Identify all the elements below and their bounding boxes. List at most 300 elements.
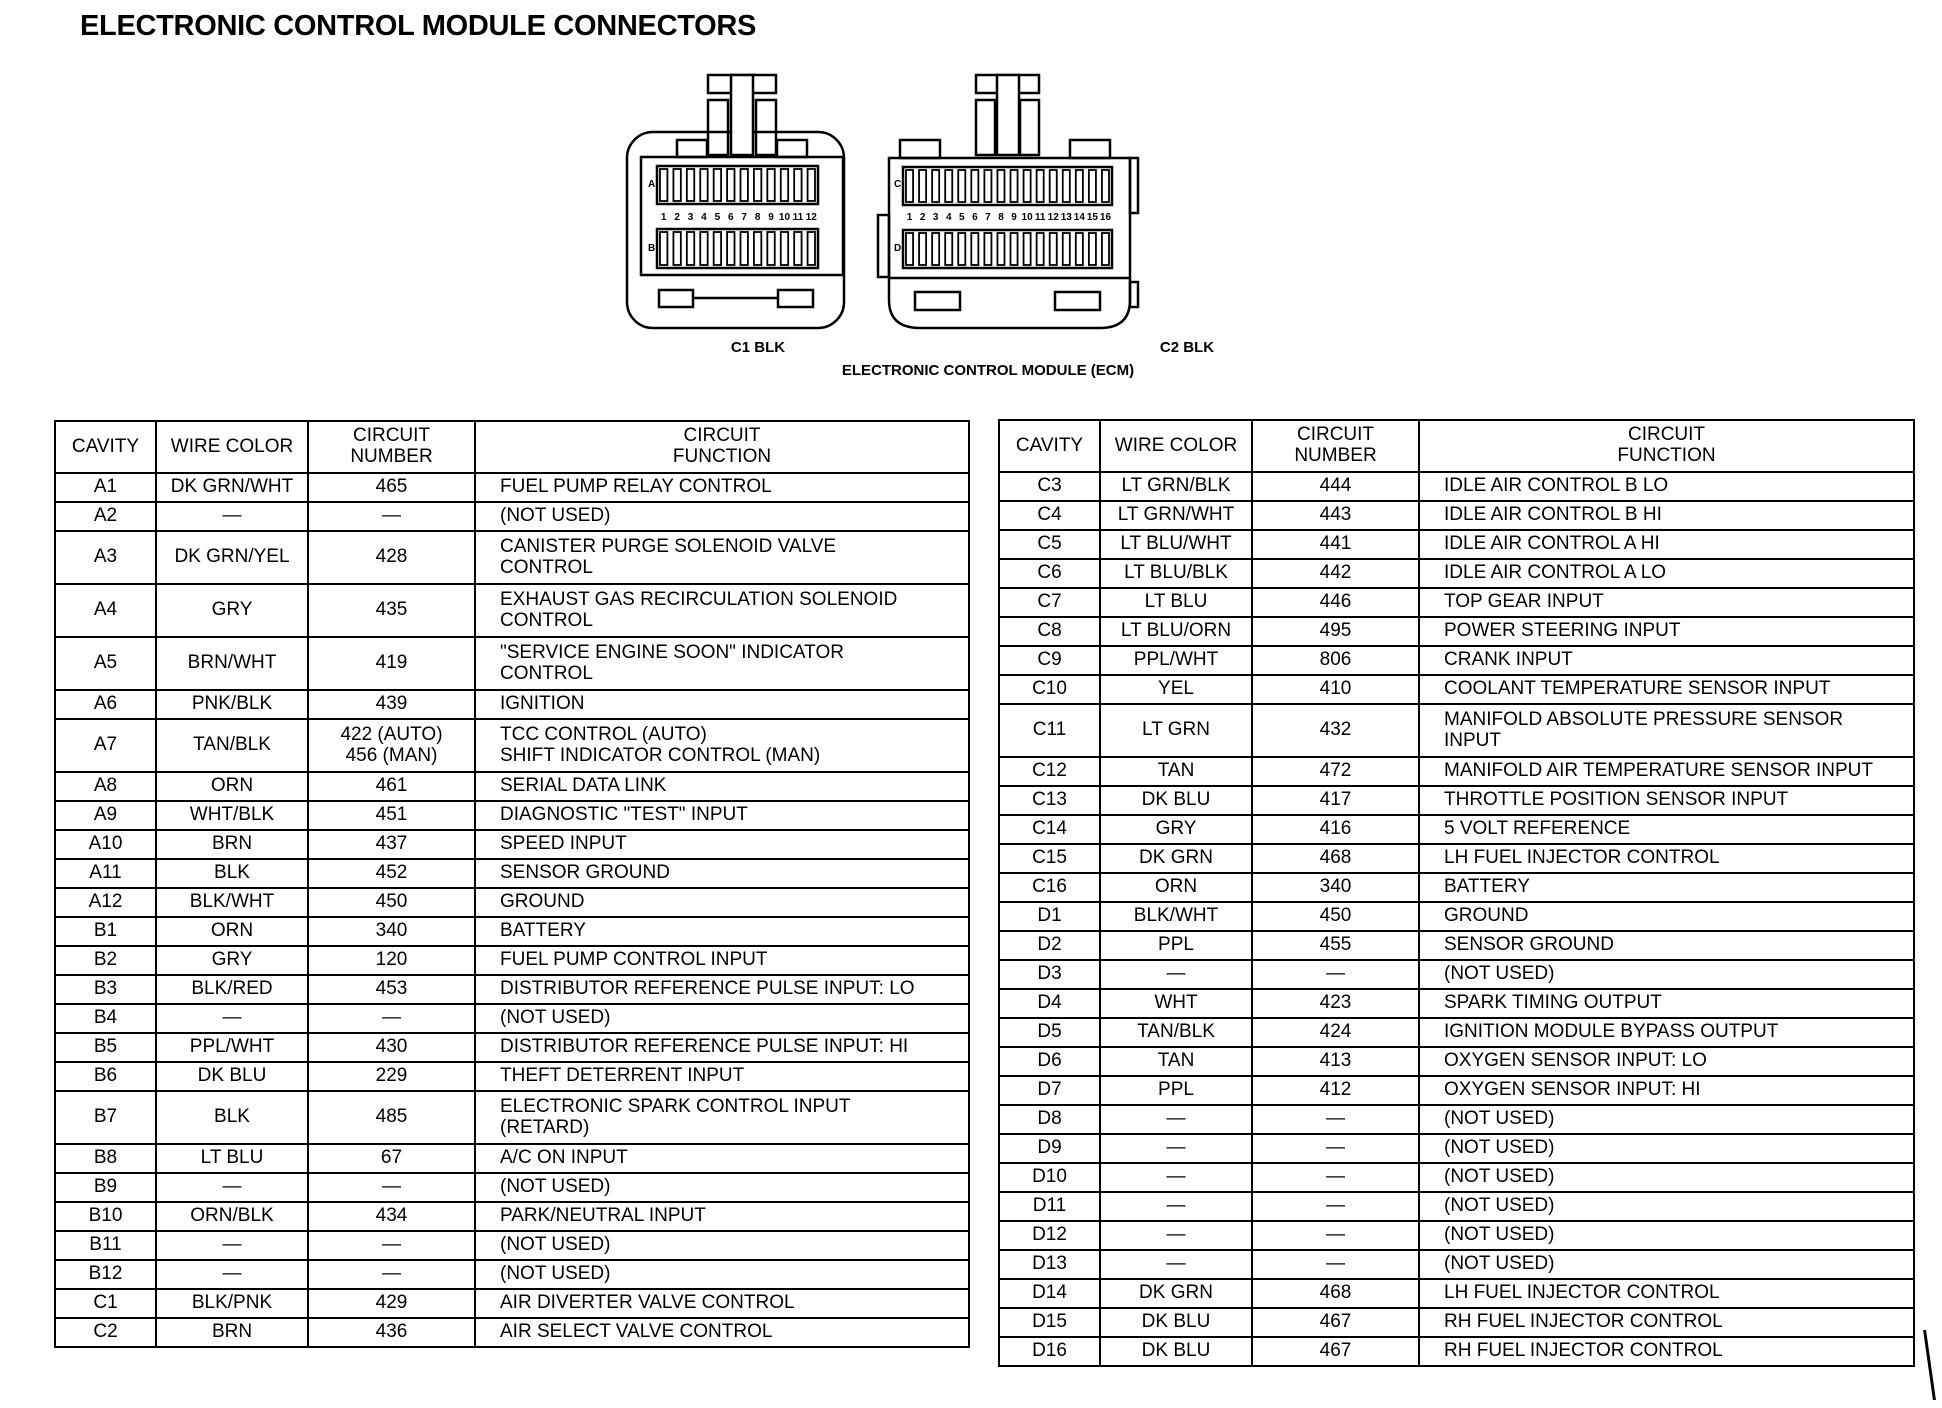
circuit-number-cell: 340	[308, 917, 475, 946]
table-row	[999, 675, 1914, 704]
circuit-number-cell: 485	[308, 1091, 475, 1144]
c1-b-cavity	[714, 232, 721, 265]
circuit-number-cell: —	[308, 1004, 475, 1033]
cavity-cell: C11	[999, 704, 1100, 757]
circuit-function-cell: BATTERY	[475, 917, 969, 946]
circuit-number-cell: 468	[1252, 844, 1419, 873]
c2-c-cavity	[1024, 170, 1031, 202]
circuit-number-cell: 444	[1252, 472, 1419, 501]
table-row	[999, 1221, 1914, 1250]
c2-d-row	[903, 230, 1112, 268]
table-row	[999, 1279, 1914, 1308]
circuit-function-cell: A/C ON INPUT	[475, 1144, 969, 1173]
circuit-function-cell: CANISTER PURGE SOLENOID VALVE CONTROL	[475, 531, 969, 584]
table-row	[999, 472, 1914, 501]
table-row	[999, 1308, 1914, 1337]
wire-color-cell: ORN	[1100, 873, 1252, 902]
circuit-function-cell: FUEL PUMP RELAY CONTROL	[475, 473, 969, 502]
circuit-function-cell: (NOT USED)	[1419, 1250, 1914, 1279]
circuit-number-cell: —	[308, 1173, 475, 1202]
table-row	[999, 902, 1914, 931]
cavity-cell: D8	[999, 1105, 1100, 1134]
circuit-number-cell: —	[1252, 1192, 1419, 1221]
table-row	[55, 1260, 969, 1289]
c2-c-cavity	[958, 170, 965, 202]
pin-number: 12	[1047, 212, 1059, 223]
circuit-number-cell: 495	[1252, 617, 1419, 646]
cavity-cell: D12	[999, 1221, 1100, 1250]
circuit-number-cell: 465	[308, 473, 475, 502]
c2-c-cavity	[1011, 170, 1018, 202]
pin-number: 1	[906, 212, 913, 223]
wire-color-cell: DK GRN/YEL	[156, 531, 308, 584]
circuit-number-cell: 806	[1252, 646, 1419, 675]
circuit-function-cell: SPARK TIMING OUTPUT	[1419, 989, 1914, 1018]
wire-color-cell: PPL/WHT	[1100, 646, 1252, 675]
circuit-function-cell: POWER STEERING INPUT	[1419, 617, 1914, 646]
wire-color-cell: TAN/BLK	[156, 719, 308, 772]
circuit-function-cell: (NOT USED)	[1419, 1163, 1914, 1192]
table-row	[999, 530, 1914, 559]
cavity-cell: D6	[999, 1047, 1100, 1076]
circuit-number-cell: 229	[308, 1062, 475, 1091]
wire-color-cell: DK BLU	[156, 1062, 308, 1091]
wire-color-cell: DK GRN	[1100, 1279, 1252, 1308]
c1-b-cavity	[687, 232, 694, 265]
cavity-cell: D2	[999, 931, 1100, 960]
cavity-cell: B3	[55, 975, 156, 1004]
cavity-cell: B11	[55, 1231, 156, 1260]
wire-color-cell: BRN/WHT	[156, 637, 308, 690]
wire-color-cell: —	[156, 1173, 308, 1202]
cavity-cell: B2	[55, 946, 156, 975]
left-pinout-table	[54, 420, 970, 1348]
wire-color-cell: DK GRN	[1100, 844, 1252, 873]
wire-color-cell: BLK/WHT	[1100, 902, 1252, 931]
header-wire-color: WIRE COLOR	[156, 421, 308, 473]
ecm-connector-diagram	[0, 0, 1942, 400]
c2-d-cavity	[1037, 233, 1044, 265]
c2-c-cavity	[1102, 170, 1109, 202]
table-row	[55, 1091, 969, 1144]
pin-number: 2	[919, 212, 926, 223]
pin-number: 7	[985, 212, 991, 223]
c2-c-cavity	[1063, 170, 1070, 202]
c1-a-cavity	[727, 169, 734, 201]
pin-number: 5	[959, 212, 965, 223]
wire-color-cell: —	[156, 1004, 308, 1033]
wire-color-cell: BLK/WHT	[156, 888, 308, 917]
c1-row-label-b: B	[648, 243, 656, 254]
c2-c-cavity	[932, 170, 939, 202]
cavity-cell: C3	[999, 472, 1100, 501]
c2-d-cavity	[1024, 233, 1031, 265]
c2-c-cavity	[1050, 170, 1057, 202]
circuit-number-cell: 467	[1252, 1337, 1419, 1366]
table-row	[999, 815, 1914, 844]
cavity-cell: A1	[55, 473, 156, 502]
table-row	[999, 960, 1914, 989]
table-row	[999, 786, 1914, 815]
cavity-cell: C8	[999, 617, 1100, 646]
c1-b-cavity	[741, 232, 748, 265]
circuit-function-cell: ELECTRONIC SPARK CONTROL INPUT (RETARD)	[475, 1091, 969, 1144]
circuit-number-cell: —	[1252, 1134, 1419, 1163]
table-row	[999, 1076, 1914, 1105]
table-row	[55, 1173, 969, 1202]
wire-color-cell: GRY	[156, 946, 308, 975]
wire-color-cell: GRY	[156, 584, 308, 637]
circuit-number-cell: 461	[308, 772, 475, 801]
circuit-number-cell: 424	[1252, 1018, 1419, 1047]
table-row	[55, 690, 969, 719]
pin-number: 10	[1021, 212, 1033, 223]
c1-b-cavity	[727, 232, 734, 265]
c2-c-cavity	[971, 170, 978, 202]
cavity-cell: A9	[55, 801, 156, 830]
table-row	[55, 637, 969, 690]
circuit-function-cell: (NOT USED)	[1419, 1221, 1914, 1250]
circuit-number-cell: 67	[308, 1144, 475, 1173]
wire-color-cell: ORN/BLK	[156, 1202, 308, 1231]
table-row	[999, 757, 1914, 786]
circuit-number-cell: 412	[1252, 1076, 1419, 1105]
circuit-number-cell: —	[1252, 960, 1419, 989]
pin-number: 15	[1086, 212, 1098, 223]
circuit-function-cell: DIAGNOSTIC "TEST" INPUT	[475, 801, 969, 830]
circuit-function-cell: (NOT USED)	[1419, 1105, 1914, 1134]
wire-color-cell: BLK	[156, 1091, 308, 1144]
cavity-cell: C4	[999, 501, 1100, 530]
wire-color-cell: TAN	[1100, 757, 1252, 786]
c2-d-cavity	[1011, 233, 1018, 265]
wire-color-cell: BRN	[156, 830, 308, 859]
page-title: ELECTRONIC CONTROL MODULE CONNECTORS	[80, 10, 757, 42]
c2-d-cavity	[919, 233, 926, 265]
cavity-cell: A6	[55, 690, 156, 719]
pin-number: 3	[932, 212, 939, 223]
table-row	[55, 1033, 969, 1062]
wire-color-cell: —	[1100, 1192, 1252, 1221]
wire-color-cell: PPL	[1100, 1076, 1252, 1105]
circuit-number-cell: 120	[308, 946, 475, 975]
wire-color-cell: LT BLU	[1100, 588, 1252, 617]
wire-color-cell: LT GRN/BLK	[1100, 472, 1252, 501]
table-row	[55, 1318, 969, 1347]
table-row	[55, 946, 969, 975]
c2-connector	[878, 75, 1138, 328]
c2-c-cavity	[1089, 170, 1096, 202]
circuit-number-cell: —	[308, 1260, 475, 1289]
circuit-number-cell: 436	[308, 1318, 475, 1347]
pin-number: 9	[1011, 212, 1017, 223]
cavity-cell: D1	[999, 902, 1100, 931]
cavity-cell: D9	[999, 1134, 1100, 1163]
cavity-cell: D11	[999, 1192, 1100, 1221]
wire-color-cell: DK BLU	[1100, 1337, 1252, 1366]
circuit-number-cell: 428	[308, 531, 475, 584]
circuit-number-cell: 340	[1252, 873, 1419, 902]
wire-color-cell: —	[1100, 1221, 1252, 1250]
circuit-function-cell: 5 VOLT REFERENCE	[1419, 815, 1914, 844]
table-row	[999, 617, 1914, 646]
pin-number: 14	[1073, 212, 1085, 223]
c2-c-cavity	[1076, 170, 1083, 202]
circuit-number-cell: 422 (AUTO) 456 (MAN)	[308, 719, 475, 772]
table-row	[999, 931, 1914, 960]
circuit-function-cell: RH FUEL INJECTOR CONTROL	[1419, 1308, 1914, 1337]
circuit-function-cell: IDLE AIR CONTROL B LO	[1419, 472, 1914, 501]
circuit-number-cell: 452	[308, 859, 475, 888]
cavity-cell: A4	[55, 584, 156, 637]
circuit-number-cell: 437	[308, 830, 475, 859]
circuit-number-cell: —	[1252, 1250, 1419, 1279]
table-row	[999, 873, 1914, 902]
wire-color-cell: PNK/BLK	[156, 690, 308, 719]
circuit-function-cell: LH FUEL INJECTOR CONTROL	[1419, 1279, 1914, 1308]
wire-color-cell: —	[1100, 960, 1252, 989]
pin-number: 9	[768, 212, 774, 223]
circuit-function-cell: BATTERY	[1419, 873, 1914, 902]
circuit-number-cell: —	[308, 502, 475, 531]
cavity-cell: B7	[55, 1091, 156, 1144]
circuit-number-cell: —	[1252, 1105, 1419, 1134]
pin-number: 3	[687, 212, 694, 223]
c2-d-cavity	[984, 233, 991, 265]
circuit-function-cell: IGNITION	[475, 690, 969, 719]
cavity-cell: C5	[999, 530, 1100, 559]
circuit-number-cell: 429	[308, 1289, 475, 1318]
table-row	[55, 801, 969, 830]
circuit-function-cell: OXYGEN SENSOR INPUT: HI	[1419, 1076, 1914, 1105]
wire-color-cell: PPL/WHT	[156, 1033, 308, 1062]
circuit-function-cell: AIR SELECT VALVE CONTROL	[475, 1318, 969, 1347]
circuit-function-cell: DISTRIBUTOR REFERENCE PULSE INPUT: LO	[475, 975, 969, 1004]
circuit-number-cell: 443	[1252, 501, 1419, 530]
table-row	[55, 1202, 969, 1231]
cavity-cell: B5	[55, 1033, 156, 1062]
c2-d-cavity	[997, 233, 1004, 265]
circuit-function-cell: (NOT USED)	[475, 1231, 969, 1260]
wire-color-cell: DK BLU	[1100, 1308, 1252, 1337]
circuit-function-cell: GROUND	[475, 888, 969, 917]
table-row	[999, 559, 1914, 588]
circuit-function-cell: TOP GEAR INPUT	[1419, 588, 1914, 617]
circuit-function-cell: EXHAUST GAS RECIRCULATION SOLENOID CONTROL	[475, 584, 969, 637]
c2-d-cavity	[1063, 233, 1070, 265]
table-row	[55, 859, 969, 888]
wire-color-cell: DK GRN/WHT	[156, 473, 308, 502]
table-row	[999, 844, 1914, 873]
circuit-number-cell: 434	[308, 1202, 475, 1231]
circuit-function-cell: SENSOR GROUND	[475, 859, 969, 888]
cavity-cell: C12	[999, 757, 1100, 786]
cavity-cell: B10	[55, 1202, 156, 1231]
wire-color-cell: —	[1100, 1250, 1252, 1279]
c1-label: C1 BLK	[730, 339, 786, 356]
cavity-cell: B1	[55, 917, 156, 946]
table-row	[55, 975, 969, 1004]
wire-color-cell: DK BLU	[1100, 786, 1252, 815]
c1-b-cavity	[754, 232, 761, 265]
c2-c-cavity	[984, 170, 991, 202]
cavity-cell: C6	[999, 559, 1100, 588]
circuit-function-cell: IDLE AIR CONTROL A HI	[1419, 530, 1914, 559]
wire-color-cell: —	[1100, 1105, 1252, 1134]
wire-color-cell: —	[156, 1231, 308, 1260]
circuit-number-cell: 417	[1252, 786, 1419, 815]
c2-d-cavity	[1050, 233, 1057, 265]
circuit-number-cell: 450	[308, 888, 475, 917]
circuit-number-cell: 435	[308, 584, 475, 637]
c2-d-cavity	[1089, 233, 1096, 265]
cavity-cell: A2	[55, 502, 156, 531]
wire-color-cell: GRY	[1100, 815, 1252, 844]
circuit-number-cell: 450	[1252, 902, 1419, 931]
cavity-cell: D3	[999, 960, 1100, 989]
circuit-function-cell: CRANK INPUT	[1419, 646, 1914, 675]
c1-b-cavity	[767, 232, 774, 265]
c1-b-cavity	[660, 232, 667, 265]
table-row	[999, 1192, 1914, 1221]
circuit-function-cell: (NOT USED)	[1419, 1192, 1914, 1221]
cavity-cell: B9	[55, 1173, 156, 1202]
cavity-cell: B6	[55, 1062, 156, 1091]
cavity-cell: C16	[999, 873, 1100, 902]
table-row	[999, 704, 1914, 757]
cavity-cell: A12	[55, 888, 156, 917]
circuit-number-cell: —	[308, 1231, 475, 1260]
right-pinout-table	[998, 419, 1915, 1367]
table-row	[55, 502, 969, 531]
cavity-cell: A11	[55, 859, 156, 888]
c2-c-cavity	[1037, 170, 1044, 202]
cavity-cell: C2	[55, 1318, 156, 1347]
table-row	[55, 888, 969, 917]
cavity-cell: A10	[55, 830, 156, 859]
cavity-cell: D15	[999, 1308, 1100, 1337]
circuit-function-cell: PARK/NEUTRAL INPUT	[475, 1202, 969, 1231]
wire-color-cell: BLK	[156, 859, 308, 888]
table-row	[55, 531, 969, 584]
pin-number: 12	[805, 212, 817, 223]
header-circuit-number: CIRCUIT NUMBER	[1252, 420, 1419, 472]
cavity-cell: C14	[999, 815, 1100, 844]
wire-color-cell: —	[1100, 1163, 1252, 1192]
pin-number: 11	[1034, 212, 1046, 223]
header-cavity: CAVITY	[55, 421, 156, 473]
c1-a-cavity	[754, 169, 761, 201]
table-row	[999, 1105, 1914, 1134]
circuit-number-cell: 446	[1252, 588, 1419, 617]
wire-color-cell: BRN	[156, 1318, 308, 1347]
wire-color-cell: WHT	[1100, 989, 1252, 1018]
circuit-function-cell: (NOT USED)	[475, 1173, 969, 1202]
wire-color-cell: BLK/RED	[156, 975, 308, 1004]
table-row	[999, 646, 1914, 675]
c2-c-row	[903, 167, 1112, 205]
circuit-number-cell: 453	[308, 975, 475, 1004]
table-row	[999, 1047, 1914, 1076]
circuit-number-cell: 439	[308, 690, 475, 719]
circuit-number-cell: 468	[1252, 1279, 1419, 1308]
circuit-number-cell: 455	[1252, 931, 1419, 960]
circuit-function-cell: TCC CONTROL (AUTO) SHIFT INDICATOR CONTROL (MAN)	[475, 719, 969, 772]
module-label: ELECTRONIC CONTROL MODULE (ECM)	[841, 362, 1135, 379]
table-row	[55, 473, 969, 502]
cavity-cell: D14	[999, 1279, 1100, 1308]
table-row	[55, 1289, 969, 1318]
circuit-function-cell: IDLE AIR CONTROL B HI	[1419, 501, 1914, 530]
table-row	[55, 584, 969, 637]
cavity-cell: A8	[55, 772, 156, 801]
wire-color-cell: LT GRN	[1100, 704, 1252, 757]
circuit-function-cell: THROTTLE POSITION SENSOR INPUT	[1419, 786, 1914, 815]
cavity-cell: B8	[55, 1144, 156, 1173]
circuit-function-cell: MANIFOLD ABSOLUTE PRESSURE SENSOR INPUT	[1419, 704, 1914, 757]
circuit-function-cell: IGNITION MODULE BYPASS OUTPUT	[1419, 1018, 1914, 1047]
circuit-number-cell: 472	[1252, 757, 1419, 786]
c1-row-label-a: A	[648, 179, 656, 190]
wire-color-cell: LT BLU	[156, 1144, 308, 1173]
c2-d-cavity	[1102, 233, 1109, 265]
pin-number: 13	[1060, 212, 1072, 223]
cavity-cell: D4	[999, 989, 1100, 1018]
circuit-number-cell: 410	[1252, 675, 1419, 704]
c2-d-cavity	[906, 233, 913, 265]
table-row	[999, 1163, 1914, 1192]
table-row	[999, 501, 1914, 530]
pin-number: 10	[778, 212, 791, 223]
circuit-function-cell: COOLANT TEMPERATURE SENSOR INPUT	[1419, 675, 1914, 704]
c1-a-cavity	[794, 169, 801, 201]
circuit-number-cell: 413	[1252, 1047, 1419, 1076]
pin-number: 6	[728, 212, 734, 223]
table-row	[999, 1250, 1914, 1279]
wire-color-cell: LT BLU/ORN	[1100, 617, 1252, 646]
pin-number: 5	[714, 212, 721, 223]
c2-d-cavity	[958, 233, 965, 265]
circuit-function-cell: (NOT USED)	[1419, 960, 1914, 989]
c2-d-cavity	[1076, 233, 1083, 265]
wire-color-cell: PPL	[1100, 931, 1252, 960]
circuit-number-cell: —	[1252, 1221, 1419, 1250]
pin-number: 11	[792, 212, 804, 223]
header-circuit-function: CIRCUIT FUNCTION	[1419, 420, 1914, 472]
wire-color-cell: WHT/BLK	[156, 801, 308, 830]
wire-color-cell: LT BLU/WHT	[1100, 530, 1252, 559]
circuit-number-cell: 423	[1252, 989, 1419, 1018]
cavity-cell: D7	[999, 1076, 1100, 1105]
cavity-cell: A3	[55, 531, 156, 584]
header-wire-color: WIRE COLOR	[1100, 420, 1252, 472]
table-row	[55, 1144, 969, 1173]
cavity-cell: C15	[999, 844, 1100, 873]
wire-color-cell: ORN	[156, 772, 308, 801]
wire-color-cell: YEL	[1100, 675, 1252, 704]
table-row	[55, 1062, 969, 1091]
circuit-function-cell: OXYGEN SENSOR INPUT: LO	[1419, 1047, 1914, 1076]
c1-a-cavity	[741, 169, 748, 201]
wire-color-cell: —	[156, 1260, 308, 1289]
circuit-function-cell: DISTRIBUTOR REFERENCE PULSE INPUT: HI	[475, 1033, 969, 1062]
cavity-cell: A5	[55, 637, 156, 690]
table-row	[55, 830, 969, 859]
circuit-function-cell: (NOT USED)	[1419, 1134, 1914, 1163]
cavity-cell: C10	[999, 675, 1100, 704]
wire-color-cell: BLK/PNK	[156, 1289, 308, 1318]
circuit-function-cell: "SERVICE ENGINE SOON" INDICATOR CONTROL	[475, 637, 969, 690]
